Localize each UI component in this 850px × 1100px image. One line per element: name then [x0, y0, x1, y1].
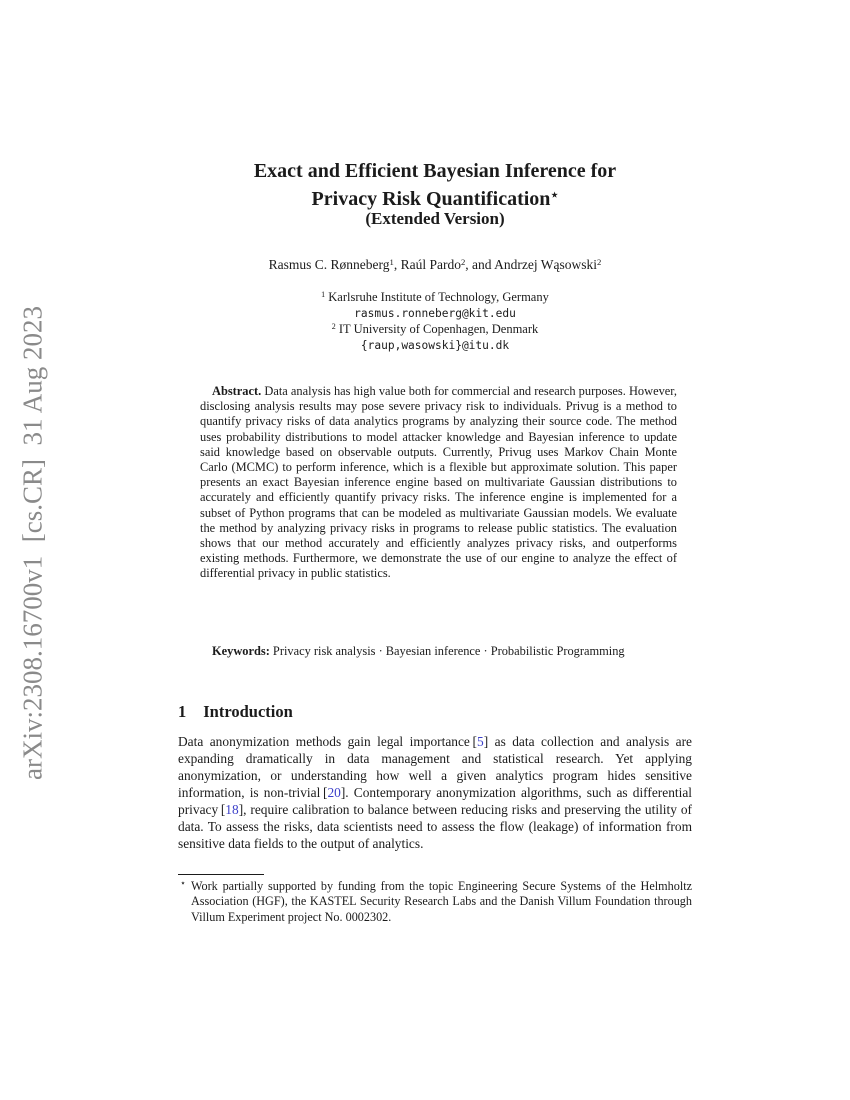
affiliations-block	[178, 290, 692, 354]
keywords-text: Privacy risk analysis · Bayesian inference · Probabilistic Programming	[269, 644, 625, 658]
affiliation-2-marker: 2	[331, 322, 336, 332]
intro-text-segment-3: ]. Contemporary anonymization algorithms, such as differential privacy [	[178, 785, 692, 817]
author-name-3: Andrzej Wąsowski	[494, 257, 598, 272]
keywords-label: Keywords:	[212, 644, 270, 658]
affiliation-1-email: rasmus.ronneberg@kit.edu	[354, 307, 516, 321]
paper-title-line2: Privacy Risk Quantification	[311, 188, 551, 210]
intro-text-segment-1: Data anonymization methods gain legal importance [	[178, 734, 477, 749]
introduction-paragraph	[178, 733, 692, 852]
citation-link-18[interactable]: 18	[225, 802, 239, 817]
section-1-title: Introduction	[203, 702, 293, 721]
author-separator-2: , and	[465, 257, 495, 272]
abstract-label: Abstract.	[212, 384, 262, 398]
author-name-1: Rasmus C. Rønneberg	[268, 257, 390, 272]
footnote-marker: ⋆	[180, 879, 186, 889]
affiliation-1-marker: 1	[321, 290, 326, 300]
author-affil-mark-3: 2	[597, 257, 602, 268]
author-name-2: Raúl Pardo	[400, 257, 461, 272]
section-1-heading	[178, 702, 692, 722]
author-line	[178, 257, 692, 273]
abstract-text: Data analysis has high value both for commercial and research purposes. However, disclosing analysis results may pose severe privacy risk to individuals. Privug is a method to quantify privacy risks of data analytics programs by analyzing their source code. The method uses probability distributions to model attacker knowledge and Bayesian inference to update said knowledge based on observable outputs. Currently, Privug uses Markov Chain Monte Carlo (MCMC) to perform inference, which is a flexible but approximate solution. This paper presents an exact Bayesian inference engine based on multivariate Gaussian distributions to accurately and efficiently quantify privacy risks. The inference engine is implemented for a subset of Python programs that can be modeled as multivariate Gaussian models. We evaluate the method by analyzing privacy risks in programs to release public statistics. The evaluation shows that our method accurately and efficiently analyzes privacy risks, and outperforms existing methods. Furthermore, we demonstrate the use of our engine to analyze the effect of differential privacy in public statistics.	[200, 384, 677, 581]
affiliation-1	[178, 290, 692, 306]
paper-subtitle: (Extended Version)	[365, 209, 505, 228]
author-separator-1: ,	[393, 257, 401, 272]
intro-text-segment-4: ], require calibration to balance between reducing risks and preserving the utility of data. To assess the risks, data scientists need to assess the flow (leakage) of information from sensitive data fields to the output of analytics.	[178, 802, 692, 851]
citation-link-20[interactable]: 20	[327, 785, 341, 800]
footnote-divider	[178, 874, 264, 875]
citation-link-5[interactable]: 5	[477, 734, 484, 749]
author-affil-mark-1: 1	[389, 257, 394, 268]
affiliation-2-name: IT University of Copenhagen, Denmark	[335, 321, 539, 336]
paper-title	[178, 157, 692, 215]
affiliation-2-email: {raup,wasowski}@itu.dk	[360, 339, 510, 353]
intro-text-segment-2: ] as data collection and analysis are expanding dramatically in data management and statistical research. Yet applying anonymization, or understanding how well a given analytics program hides sensitive information, is non-trivial [	[178, 734, 693, 800]
footnote-text: Work partially supported by funding from the topic Engineering Secure Systems of the Helmholtz Association (HGF), the KASTEL Security Research Labs and the Danish Villum Foundation through Villum Experiment project No. 0002302.	[191, 879, 692, 924]
title-footnote-star: ⋆	[550, 188, 559, 203]
affiliation-1-name: Karlsruhe Institute of Technology, Germany	[325, 290, 549, 304]
affiliation-2	[178, 322, 692, 338]
paper-title-line1: Exact and Efficient Bayesian Inference for	[253, 160, 617, 182]
footnote	[178, 879, 692, 925]
arxiv-watermark: arXiv:2308.16700v1 [cs.CR] 31 Aug 2023	[17, 306, 48, 780]
section-1-number: 1	[178, 702, 187, 721]
abstract-paragraph	[200, 384, 677, 582]
keywords-paragraph	[200, 644, 677, 659]
author-affil-mark-2: 2	[460, 257, 466, 268]
